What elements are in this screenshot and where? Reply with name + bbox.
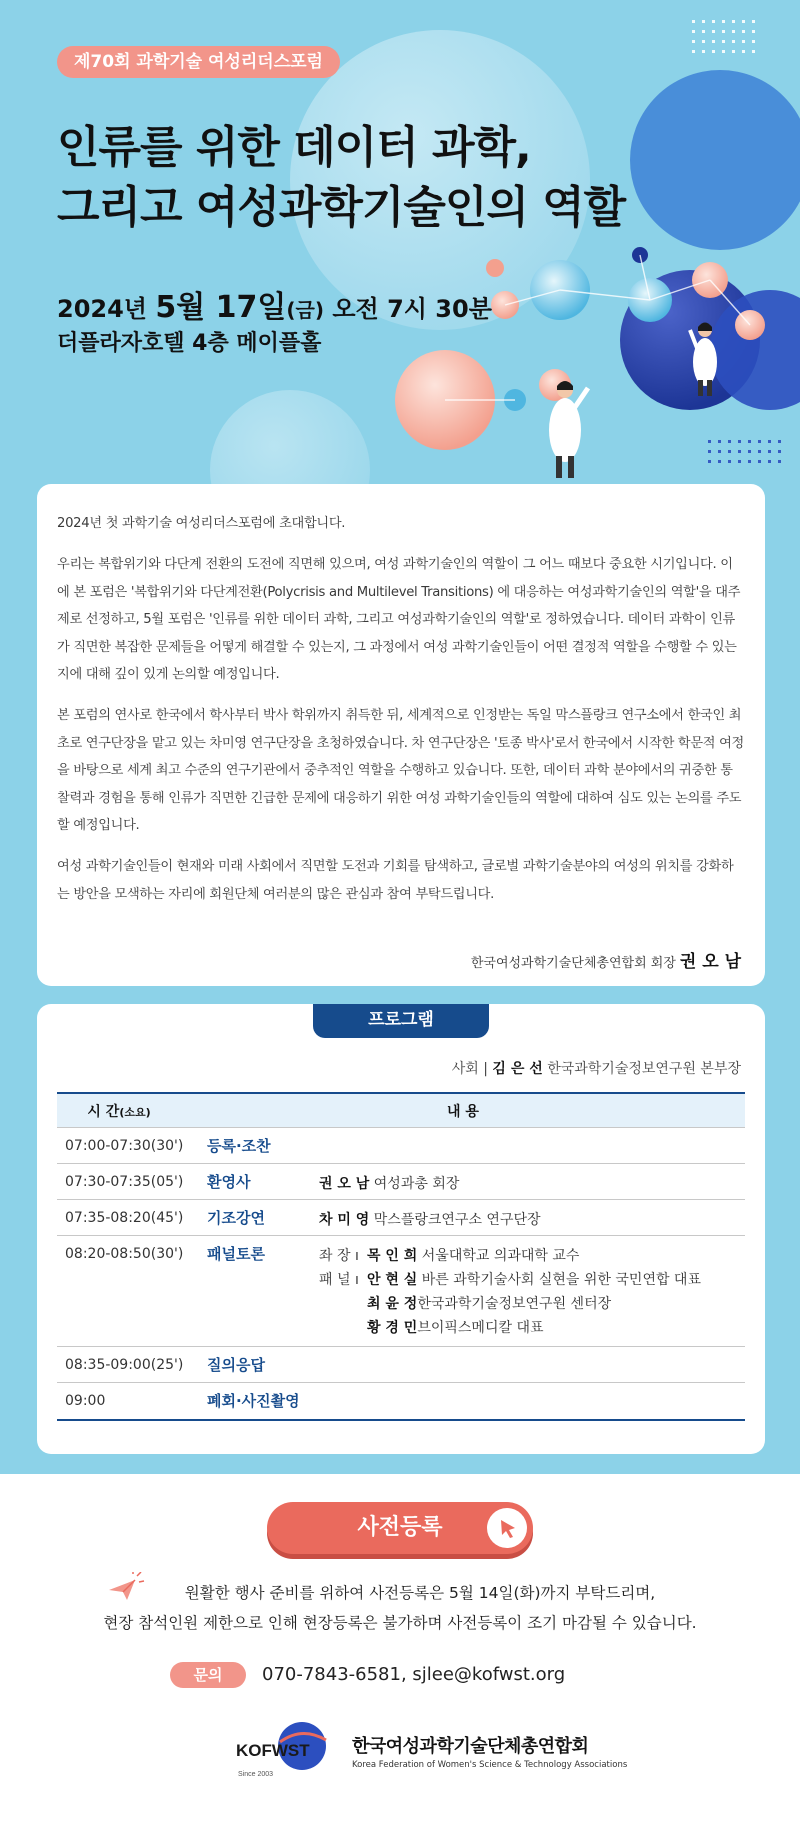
row-time: 07:00-07:30(30') xyxy=(65,1138,184,1154)
row-title: 질의응답 xyxy=(207,1356,265,1374)
row-title: 등록·조찬 xyxy=(207,1137,271,1155)
org-english-name: Korea Federation of Women's Science & Technology Associations xyxy=(352,1760,628,1770)
kofwst-logo xyxy=(236,1716,342,1784)
date-weekday: (금) xyxy=(286,298,324,322)
row-title: 패널토론 xyxy=(207,1245,265,1263)
speaker-role: 한국과학기술정보연구원 센터장 xyxy=(417,1296,612,1312)
title-line-1: 인류를 위한 데이터 과학, xyxy=(57,122,531,173)
date-month: 5월 17일 xyxy=(155,290,287,325)
chair-line xyxy=(319,1244,745,1268)
mc-name: 김 은 선 xyxy=(492,1061,543,1077)
chair-label: 좌 장 ı xyxy=(319,1248,359,1264)
speaker-name: 목 인 희 xyxy=(367,1248,418,1264)
contact-badge: 문의 xyxy=(170,1662,246,1688)
registration-notice-1: 원활한 행사 준비를 위하여 사전등록은 5월 14일(화)까지 부탁드리며, xyxy=(184,1584,656,1602)
intro-text xyxy=(57,510,745,908)
speaker-name: 안 현 실 xyxy=(367,1272,418,1288)
row-title: 폐회·사진촬영 xyxy=(207,1392,300,1410)
panel-line xyxy=(319,1268,745,1292)
cursor-icon xyxy=(487,1508,527,1548)
panel-line xyxy=(319,1316,745,1340)
table-row xyxy=(57,1236,745,1347)
header-time-unit: (소요) xyxy=(119,1105,151,1119)
header-content: 내 용 xyxy=(447,1103,479,1120)
title-line-2: 그리고 여성과학기술인의 역할 xyxy=(57,182,626,233)
row-title: 환영사 xyxy=(207,1173,251,1191)
speaker-role: 여성과총 회장 xyxy=(369,1176,460,1192)
event-date xyxy=(57,282,492,326)
forum-badge: 제70회 과학기술 여성리더스포럼 xyxy=(57,46,340,78)
speaker-name: 권 오 남 xyxy=(319,1176,370,1192)
logo-since: Since 2003 xyxy=(238,1771,274,1778)
row-time: 08:35-09:00(25') xyxy=(65,1357,184,1373)
intro-card xyxy=(37,484,765,986)
program-table-header xyxy=(57,1094,745,1128)
speaker-role: 브이픽스메디칼 대표 xyxy=(417,1320,544,1336)
speaker-name: 차 미 영 xyxy=(319,1212,370,1228)
panel-line xyxy=(319,1292,745,1316)
intro-paragraph-4: 여성 과학기술인들이 현재와 미래 사회에서 직면할 도전과 기회를 탐색하고, 글로벌 과학기술분야의 여성의 위치를 강화하는 방안을 모색하는 자리에 회원단체 여러분의 많은 관심과 참여 부탁드립니다. xyxy=(57,859,734,902)
speaker-role: 서울대학교 의과대학 교수 xyxy=(417,1248,580,1264)
row-time: 07:30-07:35(05') xyxy=(65,1174,184,1190)
registration-notice-2: 현장 참석인원 제한으로 인해 현장등록은 불가하며 사전등록이 조기 마감될 수 있습니다. xyxy=(103,1614,697,1632)
hero-illustration xyxy=(0,0,800,520)
row-title: 기조강연 xyxy=(207,1209,265,1227)
row-time: 08:20-08:50(30') xyxy=(65,1246,184,1262)
intro-paragraph-2: 우리는 복합위기와 다단계 전환의 도전에 직면해 있으며, 여성 과학기술인의 역할이 그 어느 때보다 중요한 시기입니다. 이에 본 포럼은 '복합위기와 다단계전환(Polycrisis and Multilevel Transitions) 에 대응하는 여성과학기술인의 역할'을 대주제로 선정하고, 5월 포럼은 '인류를 위한 데이터 과학, 그리고 여성과학기술인의 역할'로 정하였습니다. 데이터 과학이 인류가 직면한 복잡한 문제들을 어떻게 해결할 수 있는지, 그 과정에서 여성 과학기술인들이 어떤 결정적 역할을 수행할 수 있는지에 대해 깊이 있게 논의할 예정입니다. xyxy=(57,557,741,683)
intro-paragraph-3: 본 포럼의 연사로 한국에서 학사부터 박사 학위까지 취득한 뒤, 세계적으로 인정받는 독일 막스플랑크 연구소에서 한국인 최초로 연구단장을 맡고 있는 차미영 연구단장을 초청하였습니다. 차 연구단장은 '토종 박사'로서 한국에서 시작한 학문적 여정을 바탕으로 세계 최고 수준의 연구기관에서 중추적인 역할을 수행하고 있습니다. 또한, 데이터 과학 분야에서의 귀중한 통찰력과 경험을 통해 인류가 직면한 긴급한 문제에 대응하기 위한 여성 과학기술인들의 역할에 대하여 심도 있는 논의를 주도할 예정입니다. xyxy=(57,708,744,834)
mc-info xyxy=(452,1058,741,1078)
panel-label: 패 널 ı xyxy=(319,1272,359,1288)
row-desc xyxy=(319,1172,745,1196)
speaker-role: 막스플랑크연구소 연구단장 xyxy=(369,1212,541,1228)
intro-paragraph-1: 2024년 첫 과학기술 여성리더스포럼에 초대합니다. xyxy=(57,516,346,531)
table-row xyxy=(57,1128,745,1164)
table-row xyxy=(57,1164,745,1200)
header-time: 시 간(소요) xyxy=(87,1103,151,1120)
row-desc xyxy=(319,1244,745,1340)
pre-registration-button[interactable] xyxy=(267,1502,533,1554)
speaker-name: 최 윤 정 xyxy=(367,1296,418,1312)
sign-org: 한국여성과학기술단체총연합회 회장 xyxy=(470,956,676,971)
program-tab: 프로그램 xyxy=(313,1004,489,1038)
event-venue: 더플라자호텔 4층 메이플홀 xyxy=(57,331,322,356)
table-row xyxy=(57,1200,745,1236)
program-table xyxy=(57,1092,745,1421)
contact-info: 070-7843-6581, sjlee@kofwst.org xyxy=(262,1664,566,1685)
signature xyxy=(471,947,741,972)
speaker-role: 바른 과학기술사회 실현을 위한 국민연합 대표 xyxy=(417,1272,701,1288)
page-title xyxy=(57,118,777,238)
row-time: 09:00 xyxy=(65,1393,106,1409)
org-name: 한국여성과학기술단체총연합회 xyxy=(352,1736,589,1757)
program-card xyxy=(37,1004,765,1454)
row-desc xyxy=(319,1208,745,1232)
table-row xyxy=(57,1383,745,1419)
row-time: 07:35-08:20(45') xyxy=(65,1210,184,1226)
date-year: 2024년 xyxy=(57,295,156,323)
speaker-name: 황 경 민 xyxy=(367,1320,418,1336)
mc-role: 한국과학기술정보연구원 본부장 xyxy=(542,1061,741,1077)
mc-label: 사회 | xyxy=(451,1061,493,1077)
pre-registration-label: 사전등록 xyxy=(357,1515,443,1540)
logo-text: KOFWST xyxy=(236,1741,310,1760)
date-time: 오전 7시 30분 xyxy=(323,295,492,323)
sign-name: 권 오 남 xyxy=(679,952,741,972)
table-row xyxy=(57,1347,745,1383)
